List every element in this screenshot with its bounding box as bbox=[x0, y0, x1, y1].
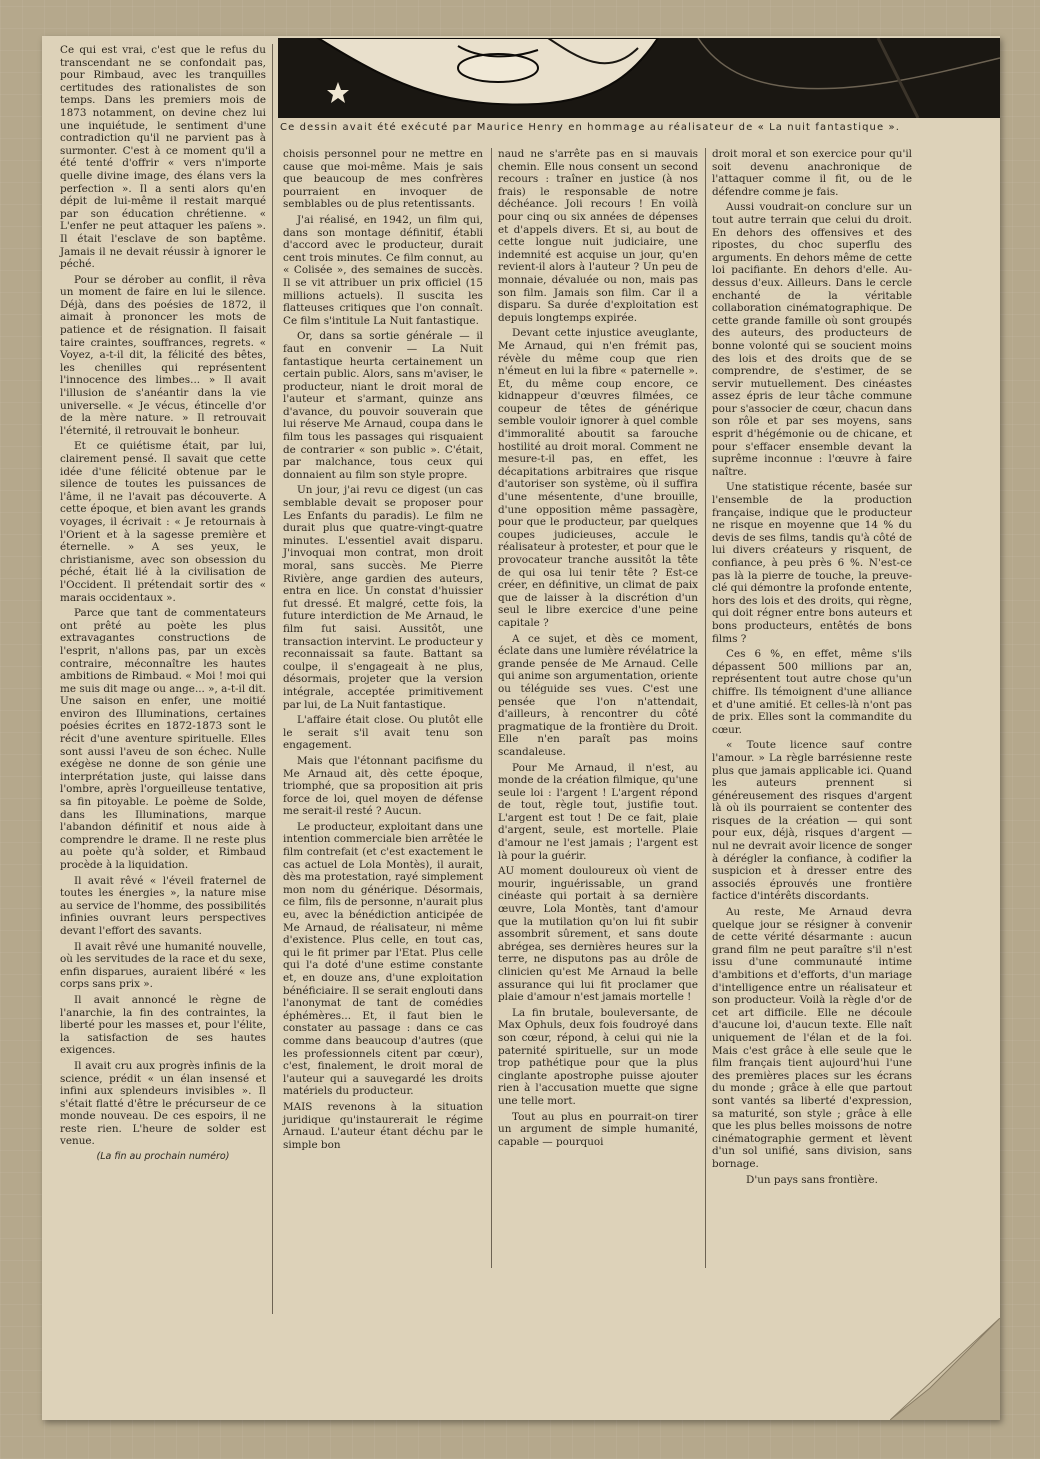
paragraph: Et ce quiétisme était, par lui, clairement pensé. Il savait que cette idée d'une félicité obtenue par le silence de toutes les puissances de l'âme, il ne l'avait pas découverte. A cette époque, et bien avant les grands voyages, il écrivait : « Je retournais à l'Orient et à la sagesse première et éternelle. » A ses yeux, le christianisme, avec son obsession du péché, était lié à la civilisation de l'Occident. Il prétendait sortir des « marais occidentaux ». bbox=[60, 440, 266, 604]
paragraph: Ces 6 %, en effet, même s'ils dépassent 500 millions par an, représentent tout autre chose qu'un chiffre. Ils témoignent d'une alliance et d'une amitié. Et celles-là n'ont pas de prix. Elles sont la commandite du cœur. bbox=[712, 648, 912, 736]
column-rule bbox=[705, 148, 706, 1268]
paragraph: Ce qui est vrai, c'est que le refus du transcendant ne se confondait pas, pour Rimbaud, avec les tranquilles certitudes des rationalistes de son temps. Dans les premiers mois de 1873 notamment, on devine chez lui une inquiétude, le sentiment d'une contradiction qu'il ne parvient pas à surmonter. C'est à ce moment qu'il a été tenté d'offrir « vers n'importe quelle divine image, des élans vers la perfection ». Il a senti alors qu'en dépit de lui-même il restait marqué par son éducation chrétienne. « L'enfer ne peut attaquer les païens ». Il était l'esclave de son baptême. Jamais il ne devait réussir à ignorer le péché. bbox=[60, 44, 266, 271]
paragraph: Tout au plus en pourrait-on tirer un argument de simple humanité, capable — pourquoi bbox=[498, 1110, 698, 1148]
paragraph: Parce que tant de commentateurs ont prêté au poète les plus extravagantes constructions de l'esprit, n'allons pas, par un excès contraire, méconnaître les hautes ambitions de Rimbaud. « Moi ! moi qui me suis dit mage ou ange... », a-t-il dit. Une saison en enfer, une moitié environ des Illuminations, certaines poésies écrites en 1872-1873 sont le récit d'une aventure spirituelle. Elles sont aussi l'aveu de son échec. Nulle exégèse ne donne de son génie une interprétation juste, qui laisse dans l'ombre, après l'orgueilleuse tentative, sa fin pitoyable. Le poème de Solde, dans les Illuminations, marque l'abandon définitif et nous aide à comprendre le drame. Il ne reste plus au poète qu'à solder, et Rimbaud procède à la liquidation. bbox=[60, 607, 266, 871]
paragraph: Il avait cru aux progrès infinis de la science, prédit « un élan insensé et infini aux splendeurs invisibles ». Il s'était flatté d'être le précurseur de ce monde nouveau. De ces espoirs, il ne reste rien. L'heure de solder est venue. bbox=[60, 1059, 266, 1148]
column-rule bbox=[491, 148, 492, 1268]
paragraph: naud ne s'arrête pas en si mauvais chemin. Elle nous consent un second recours : traîner en justice (à nos frais) le responsable de notre déchéance. Joli recours ! En voilà pour cinq ou six années de dépenses et d'appels divers. Et si, au bout de cette longue nuit judiciaire, une indemnité est acquise un jour, qu'en revient-il alors à l'auteur ? Un peu de monnaie, dévaluée ou non, mais pas son film. Jamais son film. Car il a disparu. Sa durée d'exploitation est depuis longtemps expirée. bbox=[498, 148, 698, 324]
paragraph: Le producteur, exploitant dans une intention commerciale bien arrêtée le film contrefait (et c'est exactement le cas actuel de Lola Montès), il aurait, dès ma protestation, rayé simplement mon nom du générique. Désormais, ce film, fils de personne, n'aurait plus eu, avec la bénédiction anticipée de Me Arnaud, de réalisateur, ni même d'existence. Plus celle, en tout cas, qui le fit primer par l'Etat. Plus celle qui l'a doté d'une estime constante et, en douze ans, d'une exploitation bénéficiaire. Il se serait englouti dans l'anonymat de tant de comédies éphémères... Et, il faut bien le constater au passage : dans ce cas comme dans beaucoup d'autres (que les professionnels citent par cœur), c'est, finalement, le droit moral de l'auteur qui a sauvegardé les droits matériels du producteur. bbox=[283, 820, 483, 1098]
paragraph: A ce sujet, et dès ce moment, éclate dans une lumière révélatrice la grande pensée de Me Arnaud. Celle qui anime son argumentation, oriente ou téléguide ses vues. C'est une pensée que l'on n'attendait, d'ailleurs, à rencontrer du côté pragmatique de la frontière du Droit. Elle n'en paraît pas moins scandaleuse. bbox=[498, 632, 698, 758]
paragraph: Une statistique récente, basée sur l'ensemble de la production française, indique que le producteur ne risque en moyenne que 14 % du devis de ses films, tandis qu'à côté de lui divers créateurs y risquent, de confiance, à peu près 6 %. N'est-ce pas là la pierre de touche, la preuve-clé qui démontre la profonde entente, hors des lois et des droits, qui règne, qui doit régner entre bons auteurs et bons producteurs, entêtés de bons films ? bbox=[712, 481, 912, 645]
article-column-2 bbox=[283, 148, 483, 1348]
article-column-1 bbox=[60, 44, 266, 1344]
paragraph: Un jour, j'ai revu ce digest (un cas semblable devait se proposer pour Les Enfants du paradis). Le film ne durait plus que quatre-vingt-quatre minutes. L'essentiel avait disparu. J'invoquai mon contrat, mon droit moral, sans succès. Me Pierre Rivière, ange gardien des auteurs, entra en lice. Un constat d'huissier fut dressé. Et malgré, cette fois, la future interdiction de Me Arnaud, le film fut saisi. Aussitôt, une transaction intervint. Le producteur y reconnaissait sa faute. Battant sa coulpe, il s'engageait à ne plus, désormais, projeter que la version intégrale, acceptée primitivement par lui, de La Nuit fantastique. bbox=[283, 484, 483, 711]
paragraph: Pour Me Arnaud, il n'est, au monde de la création filmique, qu'une seule loi : l'argent ! L'argent répond de tout, règle tout, justifie tout. L'argent est tout ! De ce fait, plaie d'argent, seule, est mortelle. Plaie d'amour ne l'est jamais ; l'argent est là pour la guérir. bbox=[498, 761, 698, 862]
paragraph: choisis personnel pour ne mettre en cause que moi-même. Mais je sais que beaucoup de mes confrères pourraient en invoquer de semblables ou de plus retentissants. bbox=[283, 148, 483, 211]
paragraph: droit moral et son exercice pour qu'il soit devenu anachronique de l'attaquer comme il fit, ou de le défendre comme je fais. bbox=[712, 148, 912, 198]
paragraph: J'ai réalisé, en 1942, un film qui, dans son montage définitif, établi d'accord avec le producteur, durait cent trois minutes. Ce film connut, au « Colisée », des semaines de succès. Il se vit attribuer un prix officiel (15 millions actuels). Il suscita les flatteuses critiques que l'on connaît. Ce film s'intitule La Nuit fantastique. bbox=[283, 213, 483, 327]
paragraph: MAIS revenons à la situation juridique qu'instaurerait le régime Arnaud. L'auteur étant déchu par le simple bon bbox=[283, 1100, 483, 1151]
article-column-3 bbox=[498, 148, 698, 1348]
paragraph: Devant cette injustice aveuglante, Me Arnaud, qui n'en frémit pas, révèle du même coup que rien n'émeut en lui la fibre « paternelle ». Et, du même coup encore, ce kidnappeur d'œuvres filmées, ce coupeur de têtes de générique semble vouloir ignorer à quel comble d'immoralité aboutit sa farouche hostilité au droit moral. Comment ne mesure-t-il pas, en effet, les décapitations arbitraires que risque d'autoriser son système, où il suffira d'une mésentente, d'une brouille, d'une opposition même passagère, pour que le producteur, par quelques coupes judicieuses, accule le réalisateur à protester, et pour que le provocateur tranche aussitôt la tête de qui osa lui tenir tête ? Est-ce créer, en définitive, un climat de paix que de laisser à la discrétion d'un seul le libre exercice d'une peine capitale ? bbox=[498, 327, 698, 629]
article-column-4 bbox=[712, 148, 912, 1348]
paragraph: Or, dans sa sortie générale — il faut en convenir — La Nuit fantastique heurta certainement un certain public. Alors, sans m'aviser, le producteur, niant le droit moral de l'auteur et s'armant, quinze ans d'avance, du pouvoir souverain que lui réserve Me Arnaud, coupa dans le film tous les passages qui risquaient de contrarier « son public ». C'était, par malchance, tous ceux qui donnaient au film son style propre. bbox=[283, 330, 484, 481]
paragraph: La fin brutale, bouleversante, de Max Ophuls, deux fois foudroyé dans son cœur, répond, à celui qui nie la paternité spirituelle, sur un mode trop pathétique pour que la plus cinglante apostrophe puisse ajouter rien à l'accusation muette que signe une telle mort. bbox=[498, 1006, 698, 1107]
paragraph: Il avait annoncé le règne de l'anarchie, la fin des contraintes, la liberté pour les masses et, pour l'élite, la satisfaction de ses hautes exigences. bbox=[60, 993, 266, 1057]
paragraph: Il avait rêvé une humanité nouvelle, où les servitudes de la race et du sexe, enfin disparues, auraient libéré « les corps sans prix ». bbox=[60, 940, 266, 991]
paragraph: Pour se dérober au conflit, il rêva un moment de faire en lui le silence. Déjà, dans des poésies de 1872, il aimait à prononcer les mots de patience et de résignation. Il faisait taire craintes, souffrances, regrets. « Voyez, a-t-il dit, la félicité des bêtes, les chenilles qui représentent l'innocence des limbes... » Il avait l'illusion de s'anéantir dans la vie universelle. « Je vécus, étincelle d'or de la mère nature. » Il retrouvait l'éternité, il retrouvait le bonheur. bbox=[60, 273, 266, 437]
illustration-drawing bbox=[278, 38, 1000, 118]
illustration-caption: Ce dessin avait été exécuté par Maurice Henry en hommage au réalisateur de « La nuit fantastique ». bbox=[280, 122, 900, 133]
paragraph: Au reste, Me Arnaud devra quelque jour se résigner à convenir de cette vérité désarmante : aucun grand film ne peut paraître s'il n'est issu d'une communauté intime d'ambitions et d'efforts, d'un mariage d'intelligence entre un réalisateur et son producteur. Voilà la règle d'or de cet art difficile. Elle ne découle d'aucune loi, d'aucun texte. Elle naît uniquement de l'élan et de la foi. Mais c'est grâce à elle seule que le film français tient aujourd'hui l'une des premières places sur les écrans du monde ; grâce à elle que partout sont vantés sa liberté d'expression, sa maturité, son style ; grâce à elle que les plus belles moissons de notre cinématographie germent et lèvent d'un sol unifié, sans division, sans bornage. bbox=[712, 906, 912, 1170]
continuation-note: (La fin au prochain numéro) bbox=[96, 1151, 230, 1163]
paragraph: « Toute licence sauf contre l'amour. » La règle barrésienne reste plus que jamais applicable ici. Quand les auteurs prennent si généreusement des risques d'argent là où ils pourraient se contenter des risques de la création — qui sont pour eux, déjà, risques d'argent — nul ne devrait avoir licence de songer à dérégler la confiance, à codifier la suspicion et à dresser entre des associés éprouvés une frontière factice d'intérêts discordants. bbox=[712, 739, 912, 903]
closing-line: D'un pays sans frontière. bbox=[746, 1173, 878, 1186]
paragraph: Aussi voudrait-on conclure sur un tout autre terrain que celui du droit. En dehors des offensives et des ripostes, du choc superflu des arguments. En dehors même de cette loi pacifiante. En dehors d'elle. Au-dessus d'eux. Ailleurs. Dans le cercle enchanté de la véritable collaboration cinématographique. De cette grande famille où sont groupés des auteurs, des producteurs de bonne volonté qui se soucient moins des lois et des droits que de se comprendre, de s'estimer, de se servir mutuellement. Des cinéastes assez épris de leur tâche commune pour s'associer de cœur, chacun dans son rôle et par ses moyens, sans esprit d'hégémonie ou de chicane, et pour s'effacer ensemble devant la suprême inconnue : l'œuvre à faire naître. bbox=[712, 201, 912, 478]
paragraph: L'affaire était close. Ou plutôt elle le serait s'il avait tenu son engagement. bbox=[283, 714, 483, 752]
paragraph: Mais que l'étonnant pacifisme du Me Arnaud ait, dès cette époque, triomphé, que sa proposition ait pris force de loi, quel moyen de défense me serait-il resté ? Aucun. bbox=[283, 754, 483, 818]
column-rule bbox=[272, 44, 273, 1314]
folded-corner bbox=[890, 1318, 1000, 1420]
paragraph: AU moment douloureux où vient de mourir, inguérissable, un grand cinéaste qui portait à sa dernière œuvre, Lola Montès, tant d'amour que la mutilation qu'on lui fit subir assombrit sûrement, et sans doute abrégea, ses dernières heures sur la terre, ne disputons pas au drôle de clinicien qu'est Me Arnaud la belle assurance qui lui fit proclamer que plaie d'amour n'est jamais mortelle ! bbox=[498, 865, 698, 1004]
paragraph: Il avait rêvé « l'éveil fraternel de toutes les énergies », la nature mise au service de l'homme, des possibilités infinies ouvrant leurs perspectives devant l'effort des savants. bbox=[60, 874, 266, 937]
maurice-henry-illustration bbox=[278, 38, 1000, 118]
